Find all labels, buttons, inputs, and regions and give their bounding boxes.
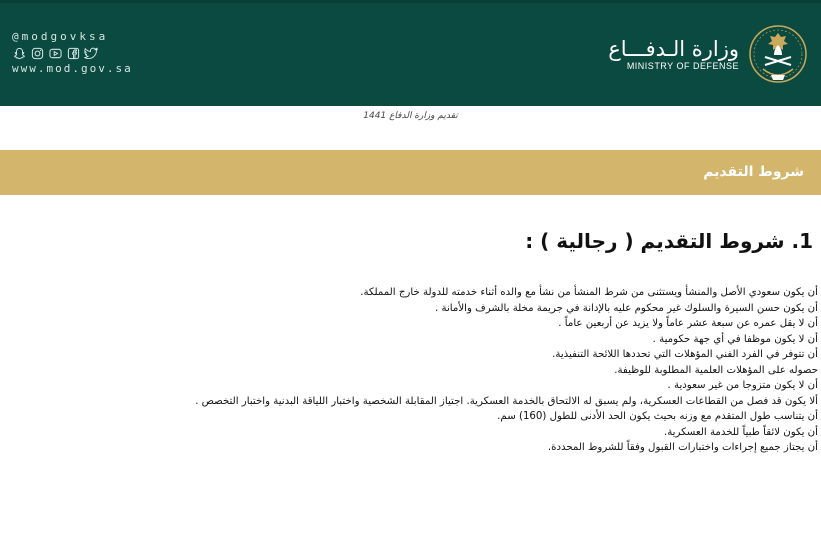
list-item: أن يكون لائقاً طبياً للخدمة العسكرية. xyxy=(663,426,818,438)
list-item: أن لا يقل عمره عن سبعة عشر عاماً ولا يزيد عن أربعين عاماً . xyxy=(558,318,818,329)
list-item: أن يجتاز جميع إجراءات واختبارات القبول وفقاً للشروط المحددة. xyxy=(547,442,818,453)
page-caption: تقديم وزارة الدفاع 1441 xyxy=(363,111,458,121)
list-item: أن تتوفر في الفرد الفني المؤهلات التي تحددها اللائحة التنفيذية. xyxy=(552,349,818,360)
list-item: أن يكون سعودي الأصل والمنشأ ويستثنى من شرط المنشأ من نشأ مع والده أثناء خدمته للدولة خارج المملكة. xyxy=(360,287,818,298)
conditions-list xyxy=(0,285,818,456)
ministry-emblem-icon xyxy=(747,21,809,87)
section-title: 1. شروط التقديم ( رجالية ) : xyxy=(525,229,813,253)
facebook-icon[interactable] xyxy=(66,46,80,60)
list-item: أن لا يكون موظفا في أي جهة حكومية . xyxy=(652,333,818,345)
ministry-brand[interactable] xyxy=(608,21,809,87)
list-item: ألا يكون قد فصل من القطاعات العسكرية، ولم يسبق له الالتحاق بالخدمة العسكرية. اجتياز المقابلة الشخصية واختبار اللياقة البدنية واختبار التخصص . xyxy=(195,395,818,407)
snapchat-icon[interactable] xyxy=(12,46,26,60)
website-link[interactable]: www.mod.gov.sa xyxy=(12,62,133,75)
list-item: حصوله على المؤهلات العلمية المطلوبة للوظيفة. xyxy=(614,364,818,376)
instagram-icon[interactable] xyxy=(30,46,44,60)
twitter-icon[interactable] xyxy=(84,46,98,60)
list-item: أن يتناسب طول المتقدم مع وزنه بحيث يكون الحد الأدنى للطول (160) سم. xyxy=(497,411,818,422)
band-title: شروط التقديم xyxy=(703,164,804,180)
list-item: أن لا يكون متزوجا من غير سعودية . xyxy=(667,380,818,391)
site-header xyxy=(0,0,821,106)
brand-english-name: MINISTRY OF DEFENSE xyxy=(626,61,739,71)
social-icons xyxy=(12,46,133,60)
social-handle[interactable]: @modgovksa xyxy=(12,30,109,43)
section-band xyxy=(0,150,821,195)
youtube-icon[interactable] xyxy=(48,46,62,60)
brand-text xyxy=(608,37,739,71)
list-item: أن يكون حسن السيرة والسلوك غير محكوم عليه بالإدانة في جريمة مخلة بالشرف والأمانة . xyxy=(435,302,818,314)
social-block xyxy=(12,30,133,75)
brand-arabic-name: وزارة الـدفـــاع xyxy=(608,37,739,61)
